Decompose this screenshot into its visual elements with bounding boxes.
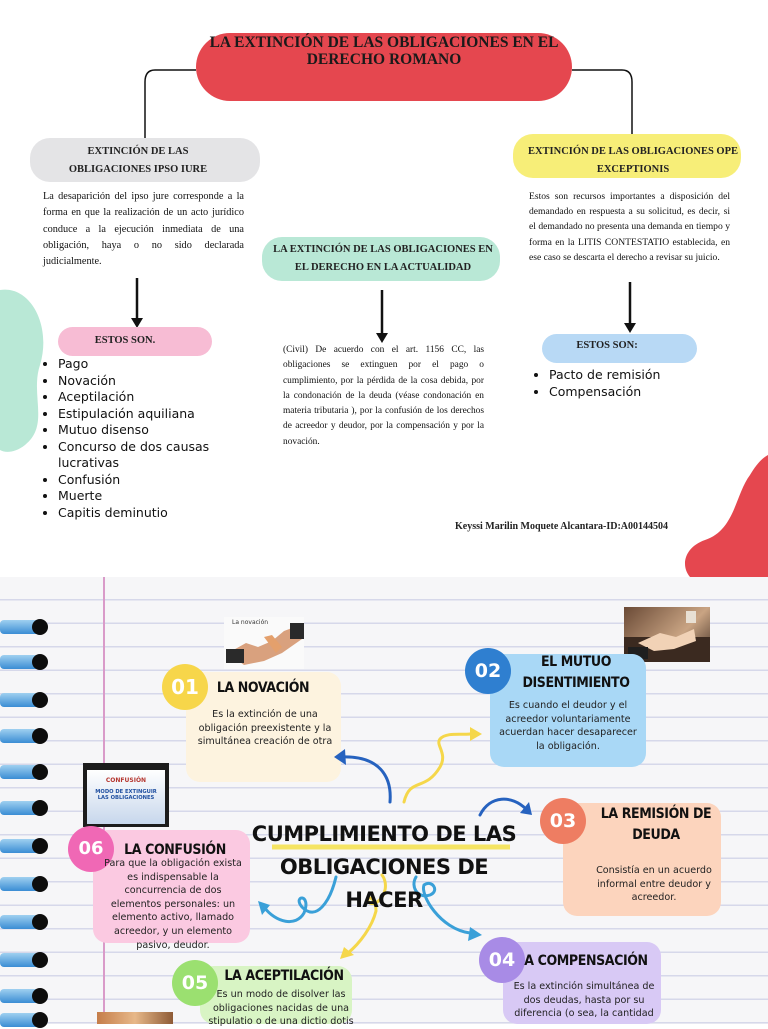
card-text-01: Es la extinción de una obligación preexistente y la simultánea creación de otra <box>197 709 333 748</box>
card-text-03: Consistía en un acuerdo informal entre deudor y acreedor. <box>596 865 712 904</box>
ipso-iure-list-item: • Capitis deminutio <box>58 505 258 522</box>
ipso-iure-list-item: • Pago <box>58 356 258 373</box>
ipso-iure-subheading: ESTOS SON. <box>94 335 156 346</box>
ipso-iure-list-item: • Concurso de dos causas lucrativas <box>58 439 258 472</box>
ope-list <box>533 367 749 400</box>
ipso-iure-list-item: • Novación <box>58 373 258 390</box>
center-title: CUMPLIMIENTO DE LAS OBLIGACIONES DE HACER <box>251 822 517 912</box>
ipso-iure-list-item: • Mutuo disenso <box>58 422 258 439</box>
ipso-iure-list-item: • Confusión <box>58 472 258 489</box>
ipso-iure-list-item: • Muerte <box>58 488 258 505</box>
card-text-02: Es cuando el deudor y el acreedor voluntariamente acuerdan hacer desaparecer la obligación. <box>499 700 637 752</box>
card-number-05: 05 <box>172 960 218 1006</box>
card-title-04: A COMPENSACIÓN <box>524 953 648 969</box>
actualidad-text: (Civil) De acuerdo con el art. 1156 CC, las obligaciones se extinguen por el pago o cumplimiento, por la pérdida de la cosa debida, por la condonación de la deuda (véase condonación en materia tributaria ), por la confusión de los derechos de acreedor y deudor, por la compensación y por la novación. <box>283 345 484 447</box>
author: Keyssi Marilin Moquete Alcantara-ID:A00144504 <box>455 521 669 532</box>
ipso-iure-list <box>42 356 258 521</box>
page-title: LA EXTINCIÓN DE LAS OBLIGACIONES EN EL DERECHO ROMANO <box>209 34 559 68</box>
card-number-03: 03 <box>540 798 586 844</box>
card-title-02: EL MUTUO DISENTIMIENTO <box>522 654 630 691</box>
ope-list-item: • Pacto de remisión <box>549 367 749 384</box>
card-number-02: 02 <box>465 648 511 694</box>
card-text-05: Es un modo de disolver las obligaciones nacidas de una stipulatio o de una dictio dotis <box>208 989 354 1028</box>
ope-list-item: • Compensación <box>549 384 749 401</box>
confusion-thumbnail-sub: MODO DE EXTINGUIR LAS OBLIGACIONES <box>95 789 157 801</box>
ipso-iure-heading: EXTINCIÓN DE LAS OBLIGACIONES IPSO IURE <box>68 146 208 175</box>
ipso-iure-list-item: • Aceptilación <box>58 389 258 406</box>
ipso-iure-list-item: • Estipulación aquiliana <box>58 406 258 423</box>
card-title-01: LA NOVACIÓN <box>216 680 310 696</box>
ope-heading: EXTINCIÓN DE LAS OBLIGACIONES OPE EXCEPTIONIS <box>527 146 739 175</box>
card-title-05: LA ACEPTILACIÓN <box>224 968 344 984</box>
ipso-iure-text: La desaparición del ipso jure corresponde a la forma en que la realización de un acto jurídico conduce a la ejecución inmediata de una obligación, haya o no sido declarada judicialmente. <box>43 191 244 268</box>
ope-subheading: ESTOS SON: <box>576 340 638 351</box>
card-text-04: Es la extinción simultánea de dos deudas, hasta por su diferencia (o sea, la cantidad <box>513 981 655 1020</box>
actualidad-heading: LA EXTINCIÓN DE LAS OBLIGACIONES EN EL DERECHO EN LA ACTUALIDAD <box>273 244 493 273</box>
ope-text: Estos son recursos importantes a disposición del demandado en respuesta a su solicitud, es decir, si el demandado no presenta una demanda en tiempo y forma en la LITIS CONTESTATIO establecida, en ese caso se descarta el derecho a revisar su juicio. <box>529 191 730 263</box>
connector-arrows <box>0 577 768 1024</box>
card-text-06: Para que la obligación exista es indispensable la concurrencia de dos elementos personales: un elemento activo, llamado acreedor, y un elemento pasivo, deudor. <box>104 858 242 951</box>
card-number-06: 06 <box>68 826 114 872</box>
card-title-06: LA CONFUSIÓN <box>124 842 226 858</box>
card-number-01: 01 <box>162 664 208 710</box>
card-number-04: 04 <box>479 937 525 983</box>
novacion-thumbnail-label: La novación <box>232 619 269 626</box>
card-title-03: LA REMISIÓN DE DEUDA <box>600 806 712 843</box>
confusion-thumbnail-title: CONFUSIÓN <box>105 777 147 784</box>
